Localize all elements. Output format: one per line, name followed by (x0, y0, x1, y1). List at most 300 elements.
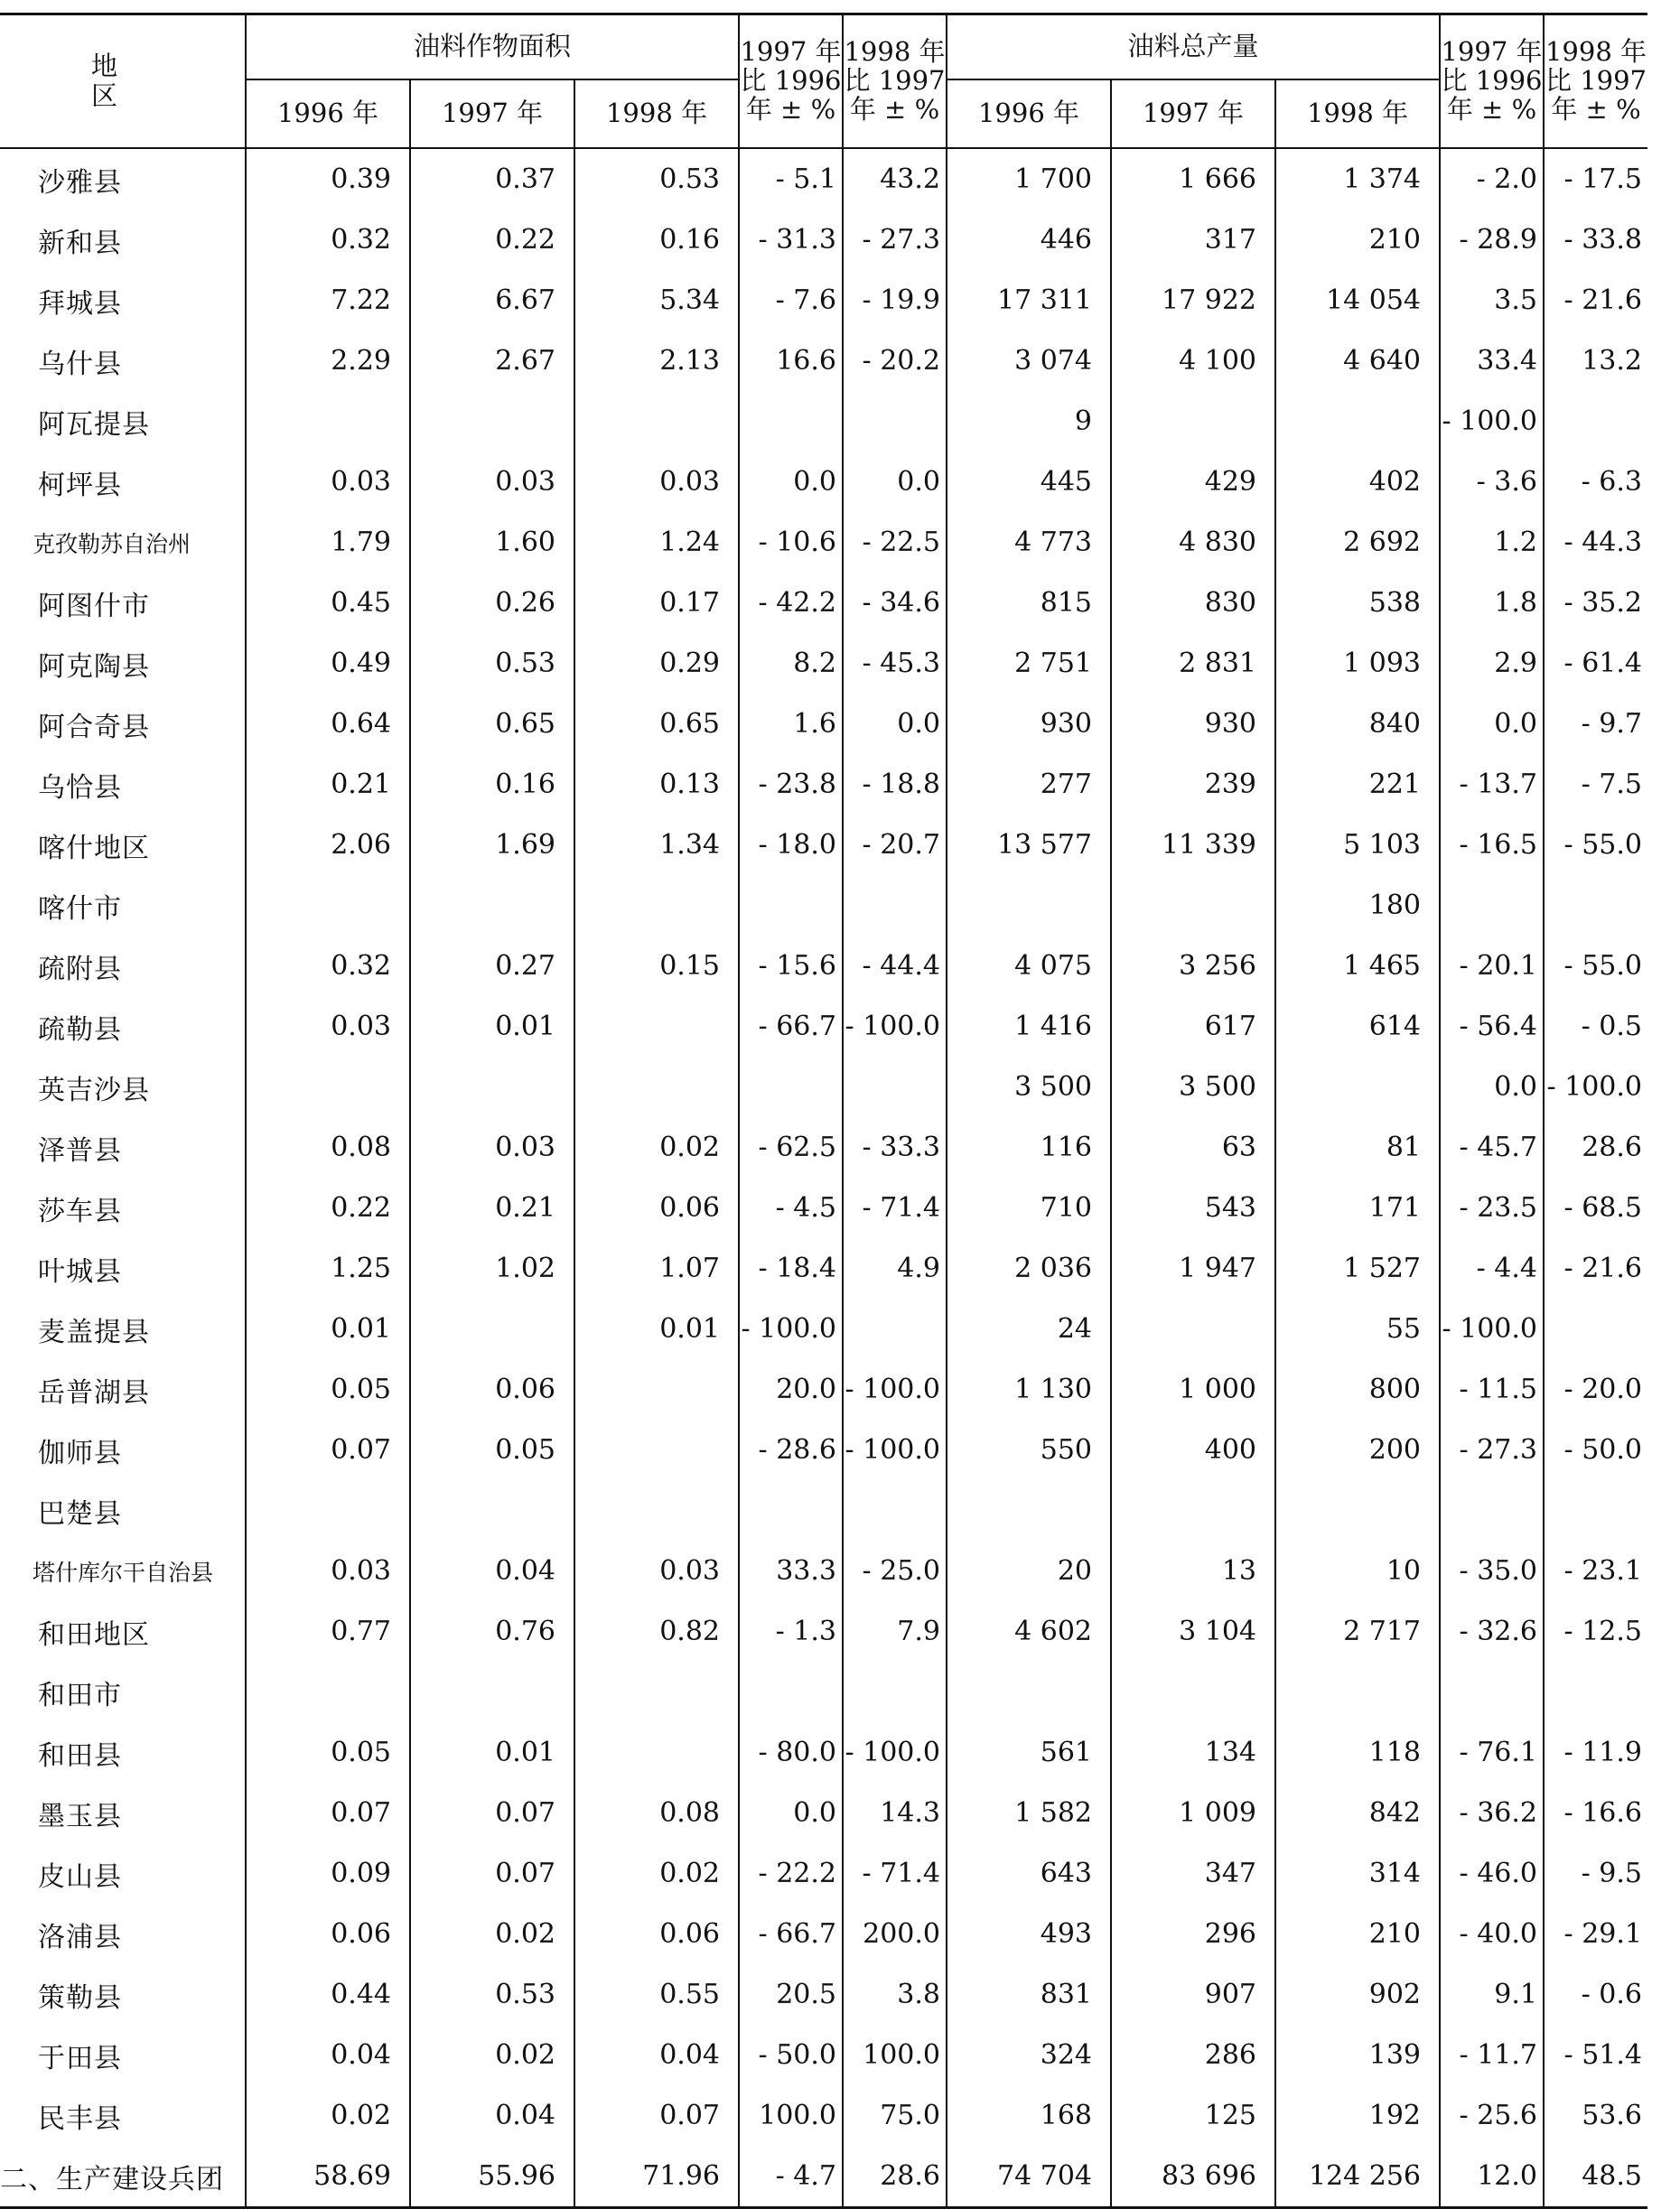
area-pct-9796-cell: - 80.0 (739, 1722, 843, 1783)
output-1997-cell: 17 922 (1111, 270, 1275, 331)
output-pct-9796-cell: - 3.6 (1440, 452, 1544, 512)
area-1997-cell: 0.02 (410, 2025, 574, 2085)
output-1998-cell: 14 054 (1275, 270, 1440, 331)
output-1996-cell: 1 130 (947, 1359, 1111, 1420)
table-row (0, 1601, 1647, 1662)
area-1998-cell (574, 996, 739, 1057)
output-1997-cell (1111, 875, 1275, 936)
area-1996-cell: 0.39 (246, 148, 410, 210)
area-pct-9796-cell (739, 875, 843, 936)
output-1996-cell: 550 (947, 1420, 1111, 1480)
output-pct-9796-cell: - 32.6 (1440, 1601, 1544, 1662)
area-1998-cell: 0.53 (574, 148, 739, 210)
region-name: 柯坪县 (38, 469, 122, 501)
area-pct-9897-line3: 年 ± % (849, 93, 940, 125)
area-1997-cell: 0.53 (410, 633, 574, 694)
area-1998-cell: 0.16 (574, 210, 739, 270)
output-1997-cell: 296 (1111, 1904, 1275, 1964)
output-pct-9897-cell: 13.2 (1544, 331, 1647, 391)
region-name: 阿克陶县 (38, 650, 150, 683)
output-pct-9796-cell: - 20.1 (1440, 936, 1544, 996)
area-pct-9796-cell: - 10.6 (739, 512, 843, 573)
output-pct-9897-cell: - 61.4 (1544, 633, 1647, 694)
area-1998-cell: 0.02 (574, 1843, 739, 1904)
output-1996-cell: 561 (947, 1722, 1111, 1783)
output-1998-cell: 221 (1275, 754, 1440, 815)
area-pct-9796-cell: 8.2 (739, 633, 843, 694)
table-row (0, 1359, 1647, 1420)
region-name: 乌什县 (38, 348, 122, 380)
area-1997-cell: 0.07 (410, 1783, 574, 1843)
area-1998-cell: 0.15 (574, 936, 739, 996)
area-1997-cell: 1.60 (410, 512, 574, 573)
output-pct-9796-cell: - 28.9 (1440, 210, 1544, 270)
area-pct-9897-cell: - 100.0 (843, 1359, 947, 1420)
table-body (0, 148, 1647, 2208)
area-pct-9897-cell: 7.9 (843, 1601, 947, 1662)
output-pct-9796-cell: 0.0 (1440, 1057, 1544, 1117)
output-1997-cell: 125 (1111, 2085, 1275, 2146)
area-1996-cell: 7.22 (246, 270, 410, 331)
area-pct-9897-cell (843, 1662, 947, 1722)
area-pct-9897-cell: - 100.0 (843, 1722, 947, 1783)
region-name: 洛浦县 (38, 1921, 122, 1953)
output-pct-9796-cell: - 100.0 (1440, 1299, 1544, 1359)
output-pct-9796-cell: 0.0 (1440, 694, 1544, 754)
output-pct-9796-cell: - 4.4 (1440, 1238, 1544, 1299)
area-pct-9897-cell (843, 391, 947, 452)
output-pct-9897-cell (1544, 391, 1647, 452)
output-pct-9897-cell (1544, 1299, 1647, 1359)
area-pct-9796-line3: 年 ± % (745, 93, 836, 125)
area-1996-cell: 0.08 (246, 1117, 410, 1178)
output-1996-cell: 815 (947, 573, 1111, 633)
output-1998-cell: 55 (1275, 1299, 1440, 1359)
area-pct-9897-cell: 75.0 (843, 2085, 947, 2146)
area-pct-9897-cell: 100.0 (843, 2025, 947, 2085)
output-pct-9897-cell: 48.5 (1544, 2146, 1647, 2208)
area-1998-cell: 0.03 (574, 1541, 739, 1601)
output-1996-cell: 710 (947, 1178, 1111, 1238)
region-name: 叶城县 (38, 1255, 122, 1288)
region-name: 民丰县 (38, 2102, 122, 2135)
area-pct-9897-cell (843, 1299, 947, 1359)
table-row (0, 1117, 1647, 1178)
area-pct-9897-cell: 28.6 (843, 2146, 947, 2208)
region-name: 泽普县 (38, 1134, 122, 1167)
area-1996-cell: 0.22 (246, 1178, 410, 1238)
area-group-header: 油料作物面积 (246, 14, 739, 80)
output-year-1998: 1998 年 (1275, 79, 1440, 148)
area-1997-cell: 1.02 (410, 1238, 574, 1299)
area-year-1998: 1998 年 (574, 79, 739, 148)
area-pct-9796-cell: - 100.0 (739, 1299, 843, 1359)
output-1997-cell: 907 (1111, 1964, 1275, 2025)
area-1998-cell: 0.08 (574, 1783, 739, 1843)
table-row (0, 1178, 1647, 1238)
table-row (0, 452, 1647, 512)
area-pct-9897-cell: 0.0 (843, 452, 947, 512)
area-pct-9796-cell: - 7.6 (739, 270, 843, 331)
area-1996-cell (246, 875, 410, 936)
output-pct-9796-cell: - 27.3 (1440, 1420, 1544, 1480)
area-1996-cell (246, 1057, 410, 1117)
output-pct-9897-cell: - 44.3 (1544, 512, 1647, 573)
area-pct-9897-cell: - 71.4 (843, 1843, 947, 1904)
output-pct-9796-cell (1440, 1480, 1544, 1541)
output-1997-cell: 429 (1111, 452, 1275, 512)
area-1996-cell (246, 391, 410, 452)
output-1997-cell: 134 (1111, 1722, 1275, 1783)
area-1997-cell: 2.67 (410, 331, 574, 391)
area-pct-9796-cell: 16.6 (739, 331, 843, 391)
region-name: 阿瓦提县 (38, 408, 150, 441)
area-1996-cell: 0.32 (246, 210, 410, 270)
table-row (0, 1904, 1647, 1964)
region-name: 塔什库尔干自治县 (33, 1559, 214, 1586)
area-1998-cell (574, 1662, 739, 1722)
region-name: 拜城县 (38, 287, 122, 320)
area-1997-cell: 0.01 (410, 1722, 574, 1783)
area-1997-cell: 0.02 (410, 1904, 574, 1964)
output-pct-9796-cell: - 45.7 (1440, 1117, 1544, 1178)
output-1998-cell: 402 (1275, 452, 1440, 512)
output-1998-cell (1275, 1480, 1440, 1541)
region-name: 和田地区 (38, 1618, 150, 1651)
area-pct-9796-cell: - 15.6 (739, 936, 843, 996)
output-pct-9897-cell: - 16.6 (1544, 1783, 1647, 1843)
area-1996-cell: 0.64 (246, 694, 410, 754)
area-1996-cell: 0.09 (246, 1843, 410, 1904)
area-pct-9796-cell: 100.0 (739, 2085, 843, 2146)
output-pct-9796-line2: 比 1996 (1441, 65, 1543, 97)
area-1996-cell: 0.05 (246, 1722, 410, 1783)
output-pct-9897-cell: - 23.1 (1544, 1541, 1647, 1601)
area-pct-9897-cell: 3.8 (843, 1964, 947, 2025)
area-1998-cell: 0.82 (574, 1601, 739, 1662)
area-1997-cell: 6.67 (410, 270, 574, 331)
region-name: 乌恰县 (38, 771, 122, 804)
area-pct-9897-cell: - 22.5 (843, 512, 947, 573)
output-1996-cell: 446 (947, 210, 1111, 270)
area-pct-9897-cell (843, 875, 947, 936)
output-1998-cell: 1 093 (1275, 633, 1440, 694)
area-pct-9796-cell: - 28.6 (739, 1420, 843, 1480)
region-name: 于田县 (38, 2042, 122, 2074)
output-pct-9897-cell: - 17.5 (1544, 148, 1647, 210)
area-pct-9897-cell: 14.3 (843, 1783, 947, 1843)
area-pct-9897-cell: - 25.0 (843, 1541, 947, 1601)
output-1997-cell: 3 256 (1111, 936, 1275, 996)
area-pct-9796-cell: - 50.0 (739, 2025, 843, 2085)
area-pct-9796-cell (739, 1480, 843, 1541)
oil-crops-table (0, 13, 1647, 2209)
area-1997-cell (410, 1057, 574, 1117)
output-pct-9897-cell: - 0.6 (1544, 1964, 1647, 2025)
area-1997-cell: 55.96 (410, 2146, 574, 2208)
output-pct-9796-cell: 3.5 (1440, 270, 1544, 331)
output-1997-cell (1111, 1480, 1275, 1541)
output-1998-cell (1275, 391, 1440, 452)
output-1998-cell: 81 (1275, 1117, 1440, 1178)
region-name: 巴楚县 (38, 1497, 122, 1530)
output-1998-cell: 538 (1275, 573, 1440, 633)
area-pct-9796-cell: - 62.5 (739, 1117, 843, 1178)
region-name: 伽师县 (38, 1437, 122, 1469)
area-1996-cell: 0.05 (246, 1359, 410, 1420)
area-pct-9897-cell: 0.0 (843, 694, 947, 754)
region-name: 墨玉县 (38, 1800, 122, 1832)
area-1998-cell: 0.06 (574, 1178, 739, 1238)
area-1998-cell (574, 1722, 739, 1783)
output-pct-9897-line1: 1998 年 (1545, 36, 1647, 68)
output-pct-9796-cell: - 25.6 (1440, 2085, 1544, 2146)
area-pct-9897-cell: - 27.3 (843, 210, 947, 270)
output-pct-9897-cell (1544, 1480, 1647, 1541)
table-row (0, 1480, 1647, 1541)
area-pct-9796-line2: 比 1996 (740, 65, 842, 97)
output-pct-9796-cell: 2.9 (1440, 633, 1544, 694)
output-1998-cell: 5 103 (1275, 815, 1440, 875)
area-pct-9796-cell: 0.0 (739, 452, 843, 512)
area-1997-cell: 0.27 (410, 936, 574, 996)
area-1996-cell: 0.03 (246, 452, 410, 512)
output-1998-cell: 210 (1275, 1904, 1440, 1964)
table-row (0, 1057, 1647, 1117)
output-1997-cell: 400 (1111, 1420, 1275, 1480)
table-row (0, 270, 1647, 331)
region-name: 喀什市 (38, 892, 122, 925)
output-pct-9796-cell: - 11.5 (1440, 1359, 1544, 1420)
area-1998-cell: 71.96 (574, 2146, 739, 2208)
output-1998-cell: 902 (1275, 1964, 1440, 2025)
output-1996-cell: 2 751 (947, 633, 1111, 694)
area-pct-9897-cell: - 45.3 (843, 633, 947, 694)
area-1998-cell: 0.01 (574, 1299, 739, 1359)
area-1997-cell: 0.26 (410, 573, 574, 633)
output-1998-cell: 800 (1275, 1359, 1440, 1420)
area-1997-cell: 0.16 (410, 754, 574, 815)
table-row (0, 1843, 1647, 1904)
table-row (0, 1299, 1647, 1359)
output-1997-cell: 617 (1111, 996, 1275, 1057)
area-pct-9897-cell: - 100.0 (843, 996, 947, 1057)
output-1998-cell: 171 (1275, 1178, 1440, 1238)
region-name: 和田市 (38, 1679, 122, 1711)
output-pct-9897-cell: - 50.0 (1544, 1420, 1647, 1480)
region-name: 皮山县 (38, 1860, 122, 1893)
output-1996-cell: 1 700 (947, 148, 1111, 210)
area-pct-9897-cell: - 20.2 (843, 331, 947, 391)
table-row (0, 1238, 1647, 1299)
area-1997-cell (410, 875, 574, 936)
region-name: 英吉沙县 (38, 1074, 150, 1106)
area-pct-9796-cell (739, 1662, 843, 1722)
area-1996-cell: 0.03 (246, 996, 410, 1057)
output-pct-9796-header (1440, 14, 1544, 149)
output-1997-cell: 4 100 (1111, 331, 1275, 391)
output-pct-9897-cell: - 0.5 (1544, 996, 1647, 1057)
region-header: 地 区 (0, 14, 246, 149)
area-1996-cell: 0.01 (246, 1299, 410, 1359)
output-pct-9796-cell: - 36.2 (1440, 1783, 1544, 1843)
area-1998-cell (574, 1420, 739, 1480)
output-1997-cell: 543 (1111, 1178, 1275, 1238)
output-1996-cell: 20 (947, 1541, 1111, 1601)
output-1998-cell: 1 374 (1275, 148, 1440, 210)
area-1998-cell: 0.03 (574, 452, 739, 512)
output-1997-cell: 1 666 (1111, 148, 1275, 210)
area-1996-cell: 0.21 (246, 754, 410, 815)
area-1998-cell (574, 1359, 739, 1420)
output-1997-cell: 347 (1111, 1843, 1275, 1904)
area-pct-9796-cell: - 66.7 (739, 996, 843, 1057)
area-1996-cell: 0.32 (246, 936, 410, 996)
region-name: 麦盖提县 (38, 1316, 150, 1348)
area-pct-9796-cell: 1.6 (739, 694, 843, 754)
output-1998-cell (1275, 1057, 1440, 1117)
table-row (0, 1783, 1647, 1843)
output-1997-cell: 4 830 (1111, 512, 1275, 573)
area-1998-cell (574, 875, 739, 936)
header-row-1 (0, 14, 1647, 80)
area-pct-9897-cell: - 100.0 (843, 1420, 947, 1480)
output-1998-cell: 139 (1275, 2025, 1440, 2085)
area-pct-9897-cell: 43.2 (843, 148, 947, 210)
output-1996-cell: 1 582 (947, 1783, 1111, 1843)
area-1997-cell: 0.37 (410, 148, 574, 210)
area-1996-cell: 0.49 (246, 633, 410, 694)
output-1996-cell: 9 (947, 391, 1111, 452)
output-pct-9796-cell (1440, 1662, 1544, 1722)
output-1997-cell: 830 (1111, 573, 1275, 633)
output-1996-cell: 17 311 (947, 270, 1111, 331)
table-row (0, 875, 1647, 936)
region-name: 阿合奇县 (38, 711, 150, 743)
area-pct-9796-cell: 20.5 (739, 1964, 843, 2025)
area-1998-cell: 0.07 (574, 2085, 739, 2146)
output-pct-9897-cell: - 11.9 (1544, 1722, 1647, 1783)
region-name: 喀什地区 (38, 832, 150, 864)
area-pct-9796-cell: - 66.7 (739, 1904, 843, 1964)
output-pct-9897-cell: - 6.3 (1544, 452, 1647, 512)
table-row (0, 512, 1647, 573)
output-1998-cell: 118 (1275, 1722, 1440, 1783)
output-1997-cell: 63 (1111, 1117, 1275, 1178)
table-row (0, 148, 1647, 210)
area-1997-cell: 1.69 (410, 815, 574, 875)
output-1998-cell: 180 (1275, 875, 1440, 936)
area-1998-cell: 2.13 (574, 331, 739, 391)
table-row (0, 331, 1647, 391)
output-pct-9897-line3: 年 ± % (1551, 93, 1641, 125)
output-1998-cell (1275, 1662, 1440, 1722)
output-1996-cell (947, 1480, 1111, 1541)
area-1997-cell: 0.07 (410, 1843, 574, 1904)
table-row (0, 1420, 1647, 1480)
area-1996-cell: 0.07 (246, 1783, 410, 1843)
table-row (0, 754, 1647, 815)
area-pct-9897-cell: 200.0 (843, 1904, 947, 1964)
area-pct-9897-cell: - 18.8 (843, 754, 947, 815)
output-1996-cell (947, 1662, 1111, 1722)
area-1997-cell: 0.65 (410, 694, 574, 754)
area-pct-9796-cell: - 4.7 (739, 2146, 843, 2208)
area-1997-cell: 0.05 (410, 1420, 574, 1480)
output-1996-cell: 168 (947, 2085, 1111, 2146)
area-pct-9796-cell: - 18.4 (739, 1238, 843, 1299)
area-1998-cell: 1.24 (574, 512, 739, 573)
output-pct-9897-cell: - 9.5 (1544, 1843, 1647, 1904)
output-1997-cell: 1 009 (1111, 1783, 1275, 1843)
area-1996-cell: 1.25 (246, 1238, 410, 1299)
output-pct-9897-cell: - 20.0 (1544, 1359, 1647, 1420)
area-1996-cell: 0.77 (246, 1601, 410, 1662)
output-pct-9796-cell (1440, 875, 1544, 936)
output-1997-cell: 930 (1111, 694, 1275, 754)
output-1998-cell: 210 (1275, 210, 1440, 270)
table-row (0, 694, 1647, 754)
output-pct-9897-cell: - 12.5 (1544, 1601, 1647, 1662)
output-1997-cell: 11 339 (1111, 815, 1275, 875)
table-row (0, 1722, 1647, 1783)
output-pct-9897-cell: - 51.4 (1544, 2025, 1647, 2085)
area-1997-cell: 0.53 (410, 1964, 574, 2025)
area-1997-cell: 0.04 (410, 1541, 574, 1601)
area-1996-cell (246, 1662, 410, 1722)
output-1998-cell: 314 (1275, 1843, 1440, 1904)
table-row (0, 815, 1647, 875)
output-1997-cell (1111, 1662, 1275, 1722)
output-pct-9796-cell: - 11.7 (1440, 2025, 1544, 2085)
area-1997-cell: 0.21 (410, 1178, 574, 1238)
output-1998-cell: 1 527 (1275, 1238, 1440, 1299)
region-name: 二、生产建设兵团 (0, 2146, 246, 2208)
output-pct-9897-cell: - 33.8 (1544, 210, 1647, 270)
area-1998-cell (574, 1480, 739, 1541)
area-1998-cell: 0.13 (574, 754, 739, 815)
area-pct-9796-cell: - 5.1 (739, 148, 843, 210)
output-1998-cell: 192 (1275, 2085, 1440, 2146)
output-pct-9897-cell: - 29.1 (1544, 1904, 1647, 1964)
output-1997-cell (1111, 1299, 1275, 1359)
output-pct-9796-cell: 33.4 (1440, 331, 1544, 391)
area-1997-cell (410, 391, 574, 452)
table-row (0, 1541, 1647, 1601)
output-1996-cell: 24 (947, 1299, 1111, 1359)
area-pct-9897-cell: - 20.7 (843, 815, 947, 875)
region-name: 岳普湖县 (38, 1376, 150, 1409)
region-name: 克孜勒苏自治州 (33, 530, 191, 557)
table-row (0, 996, 1647, 1057)
output-pct-9897-cell (1544, 875, 1647, 936)
output-pct-9796-cell: - 23.5 (1440, 1178, 1544, 1238)
area-1998-cell: 0.29 (574, 633, 739, 694)
output-pct-9897-line2: 比 1997 (1545, 65, 1647, 97)
output-pct-9897-cell: - 100.0 (1544, 1057, 1647, 1117)
area-1996-cell: 2.29 (246, 331, 410, 391)
area-pct-9897-cell (843, 1480, 947, 1541)
output-pct-9796-cell: - 100.0 (1440, 391, 1544, 452)
area-1996-cell (246, 1480, 410, 1541)
output-1998-cell: 2 717 (1275, 1601, 1440, 1662)
area-1998-cell (574, 391, 739, 452)
output-pct-9796-cell: 1.8 (1440, 573, 1544, 633)
table-row (0, 1964, 1647, 2025)
output-pct-9897-cell: - 21.6 (1544, 1238, 1647, 1299)
area-pct-9796-cell: 33.3 (739, 1541, 843, 1601)
area-pct-9897-line1: 1998 年 (844, 36, 946, 68)
